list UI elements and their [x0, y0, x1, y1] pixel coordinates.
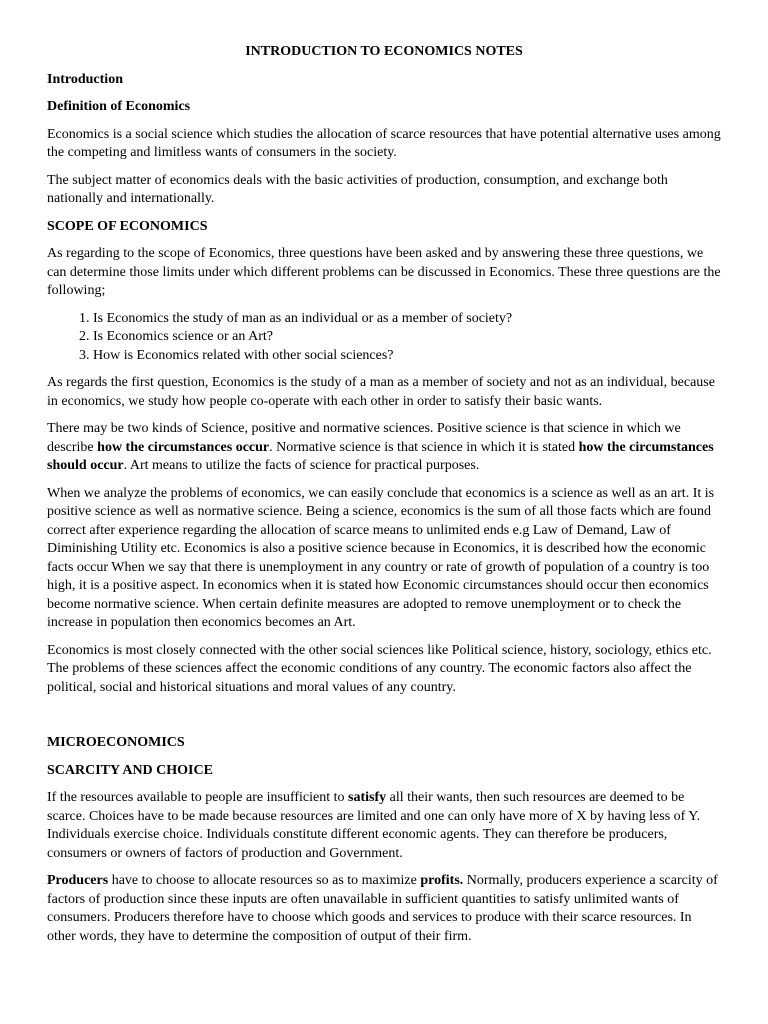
spacer — [47, 706, 721, 734]
paragraph-scarcity — [47, 789, 721, 863]
text-run: There may be two kinds of Science, positive and normative sciences. Positive science is that science in which we describe — [47, 421, 681, 455]
paragraph-science-kinds — [47, 420, 721, 476]
paragraph-definition: Economics is a social science which studies the allocation of scarce resources that have potential alternative uses among the competing and limitless wants of consumers in the society. — [47, 126, 721, 160]
text-run: . Normative science is that science in which it is stated — [269, 439, 579, 455]
list-item: 1. Is Economics the study of man as an individual or as a member of society? — [93, 310, 721, 329]
text-run: . Art means to utilize the facts of science for practical purposes. — [123, 458, 480, 473]
document-title: INTRODUCTION TO ECONOMICS NOTES — [245, 44, 523, 59]
paragraph-subject-matter: The subject matter of economics deals with the basic activities of production, consumption, and exchange both nationally and internationally. — [47, 172, 668, 206]
list-item: 2. Is Economics science or an Art? — [93, 328, 721, 347]
paragraph-first-question: As regards the first question, Economics is the study of a man as a member of society and not as an individual, because in economics, we study how people co-operate with each other in order to satisfy their basic wants. — [47, 375, 715, 409]
text-run: have to choose to allocate resources so as to maximize — [108, 873, 421, 888]
bold-text: Producers — [47, 873, 109, 888]
text-run: Normally, producers experience a scarcity of factors of production since these inputs are often unavailable in sufficient quantities to satisfy unlimited wants of consumers. Producers therefore have to choose which goods and services to produce with their scarce resources. In other words, they have to determine the composition of output of their firm. — [47, 873, 718, 944]
paragraph-science-and-art: When we analyze the problems of economics, we can easily conclude that economics is a science as well as an art. It is positive science as well as normative science. Being a science, economics is the sum of all those facts which are found correct after experience regarding the allocation of scarce means to unlimited ends e.g Law of Demand, Law of Diminishing Utility etc. Economics is also a positive science because in Economics, it is described how the economic facts occur When we say that there is unemployment in any country or rate of growth of population of a country is too high, it is a positive aspect. In economics when it is stated how Economic circumstances should occur then economics become normative science. When certain definite measures are adopted to remove unemployment or to check the increase in population then economics becomes an Art. — [47, 485, 715, 630]
bold-text: how the circumstances should occur — [47, 439, 714, 473]
paragraph-social-sciences: Economics is most closely connected with the other social sciences like Political science, history, sociology, ethics etc. The problems of these sciences affect the economic conditions of any country. The economic factors also affect the political, social and historical situations and moral values of any country. — [47, 642, 712, 695]
text-run: If the resources available to people are insufficient to — [47, 790, 349, 805]
bold-text: how the circumstances occur — [97, 439, 270, 455]
heading-microeconomics: MICROECONOMICS — [47, 735, 185, 750]
paragraph-producers — [47, 872, 721, 946]
paragraph-scope: As regarding to the scope of Economics, three questions have been asked and by answering these three questions, we can determine those limits under which different problems can be discussed in Economics. These three questions are the following; — [47, 246, 721, 298]
text-run: all their wants, then such resources are deemed to be scarce. Choices have to be made because resources are limited and one can only have more of X by having less of Y. Individuals exercise choice. Individuals constitute different economic agents. They can therefore be producers, consumers or owners of factors of production and Government. — [47, 790, 701, 861]
heading-scarcity-choice: SCARCITY AND CHOICE — [47, 762, 213, 778]
questions-list — [47, 310, 721, 366]
heading-definition: Definition of Economics — [47, 99, 191, 114]
list-item: 3. How is Economics related with other social sciences? — [93, 347, 721, 366]
heading-introduction: Introduction — [47, 71, 123, 87]
heading-scope: SCOPE OF ECONOMICS — [47, 218, 208, 234]
bold-text: satisfy — [348, 790, 387, 805]
bold-text: profits. — [420, 873, 464, 888]
